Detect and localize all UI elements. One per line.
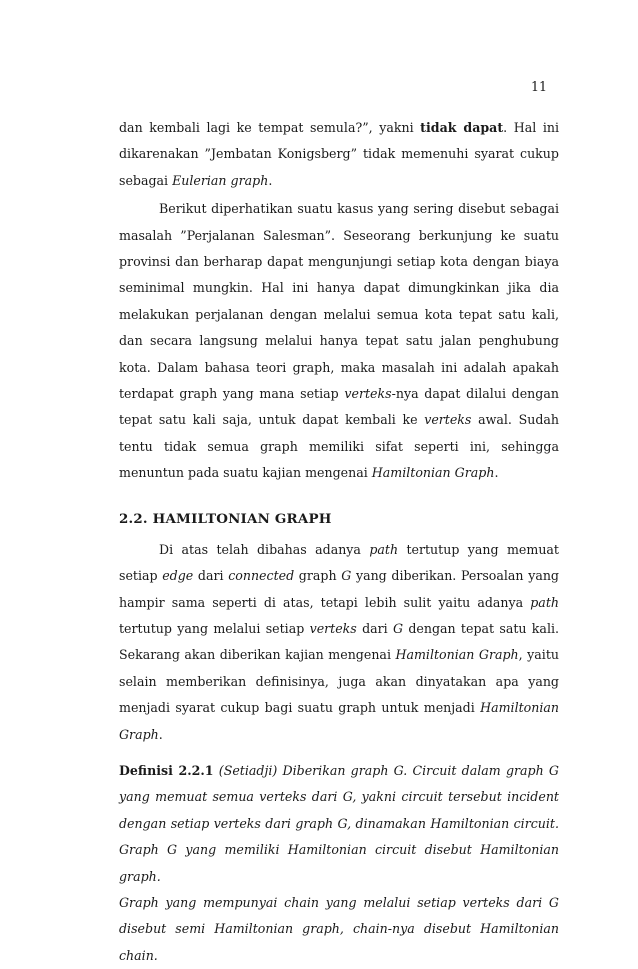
bold-text: tidak dapat (420, 120, 504, 135)
text: dan kembali lagi ke tempat semula?”, yakni (119, 120, 421, 135)
italic-text: path (369, 541, 399, 557)
definition-body: Graph yang mempunyai chain yang melalui setiap verteks dari G disebut semi Hamiltonian graph, chain-nya disebut Hamiltonian chain. (119, 894, 559, 963)
text: awal. Sudah tentu tidak semua graph memiliki sifat seperti ini, sehingga menuntun pada suatu kajian mengenai (119, 412, 559, 481)
text: dari (193, 568, 229, 584)
text: dengan tepat satu kali. Sekarang akan diberikan kajian mengenai (119, 620, 560, 663)
italic-text: Hamiltonian Graph (371, 465, 495, 481)
paragraph-hamiltonian-intro (119, 537, 559, 748)
text: Berikut diperhatikan suatu kasus yang sering disebut sebagai masalah ”Perjalanan Salesman”. Seseorang berkunjung ke suatu provinsi dan berharap dapat mengunjungi setiap kota dengan biaya seminimal mungkin. Hal ini hanya dapat dimungkinkan jika dia melakukan perjalanan dengan melalui semua kota tepat satu kali, dan secara langsung melalui hanya tepat satu jalan penghubung kota. Dalam bahasa teori graph, maka masalah ini adalah apakah terdapat graph yang mana setiap (119, 201, 559, 402)
page-number: 11 (530, 79, 547, 94)
text: graph (294, 568, 342, 584)
italic-text: Hamiltonian Graph (395, 647, 519, 663)
paragraph-salesman (119, 196, 559, 486)
text: tertutup yang memuat setiap (119, 541, 559, 584)
text: . Hal ini dikarenakan ”Jembatan Konigsberg” tidak memenuhi syarat cukup sebagai (119, 120, 559, 188)
italic-text: G (341, 568, 352, 584)
text: Di atas telah dibahas adanya (159, 541, 370, 557)
definition-block (119, 758, 559, 890)
text: . (158, 726, 163, 742)
definition-body: (Setiadji) Diberikan graph G. Circuit dalam graph G yang memuat semua verteks dari G, yakni circuit tersebut incident dengan setiap verteks dari graph G, dinamakan Hamiltonian circuit. Graph G yang memiliki Hamiltonian circuit disebut Hamiltonian graph. (119, 762, 559, 884)
italic-text: path (530, 594, 559, 610)
text: -nya dapat dilalui dengan tepat satu kali saja, untuk dapat kembali ke (119, 386, 559, 428)
text: tertutup yang melalui setiap (119, 620, 310, 636)
italic-text: G (392, 620, 404, 636)
italic-text: Hamiltonian Graph (119, 700, 559, 742)
italic-text: Eulerian graph (172, 172, 269, 188)
italic-text: connected (228, 568, 295, 584)
text: , yaitu selain memberikan definisinya, juga akan dinyatakan apa yang menjadi syarat cukup bagi suatu graph untuk menjadi (119, 647, 559, 716)
paragraph-eulerian (119, 115, 559, 194)
italic-text: edge (162, 568, 194, 584)
text: dari (356, 620, 393, 636)
text: yang diberikan. Persoalan yang hampir sama seperti di atas, tetapi lebih sulit yaitu adanya (119, 568, 559, 610)
text: . (268, 172, 273, 188)
italic-text: verteks (424, 412, 472, 428)
definition-label: Definisi 2.2.1 (119, 762, 214, 778)
italic-text: verteks (309, 620, 357, 636)
italic-text: verteks (344, 386, 392, 402)
page-content (119, 115, 559, 969)
section-heading: 2.2. HAMILTONIAN GRAPH (119, 510, 332, 527)
text: . (494, 465, 499, 481)
